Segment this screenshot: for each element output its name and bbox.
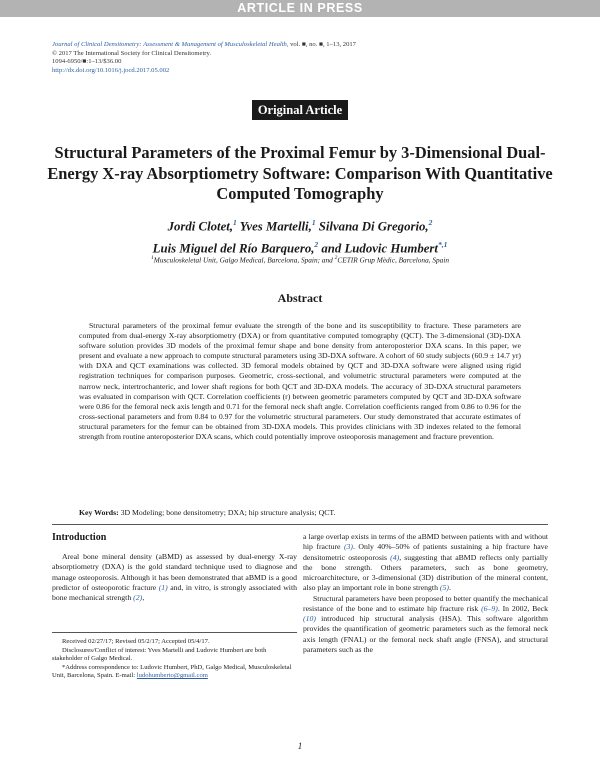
paragraph-text: . [448, 583, 451, 593]
paragraph-text: , suggesting that aBMD reflects only partially the bone strength. Others parameters, such as bone geometry, microarchitecture, or 3-dimensional (3D) distribution of the mineral content, also play an important role in bone strength [303, 552, 548, 593]
copyright-line: © 2017 The International Society for Clinical Densitometry. [52, 49, 212, 57]
author-affiliation-ref[interactable]: 2 [428, 218, 433, 227]
citation-link[interactable]: (2) [133, 593, 143, 602]
footnotes [52, 638, 297, 681]
paragraph-text: , [142, 593, 145, 602]
paragraph-text: . Only 40%–50% of patients sustaining a hip fracture have densitometric osteoporosis [303, 542, 548, 562]
keywords [79, 508, 521, 518]
journal-header [52, 41, 552, 75]
author-name: Silvana Di Gregorio, [315, 219, 429, 234]
affiliation-text: Musculoskeletal Unit, Galgo Medical, Barcelona, Spain; and [153, 255, 335, 265]
correspondence-note [52, 664, 297, 681]
journal-citation [52, 41, 552, 50]
article-type-badge: Original Article [252, 100, 348, 120]
journal-name-link[interactable]: Journal of Clinical Densitometry: Assessment & Management of Musculoskeletal Health, [52, 41, 289, 48]
paragraph-text: a large overlap exists in terms of the aBMD between patients with and without hip fracture [303, 532, 548, 552]
right-column [303, 532, 548, 655]
author-affiliation-ref[interactable]: *,1 [437, 239, 448, 249]
paragraph-text: and, in vitro, is strongly associated with bone mechanical strength [52, 582, 297, 602]
introduction-heading: Introduction [52, 532, 107, 543]
citation-link[interactable]: (4) [390, 552, 400, 562]
author-name: Jordi Clotet, [167, 219, 234, 234]
affiliation-marker: 2 [334, 255, 338, 261]
abstract-body: Structural parameters of the proximal femur evaluate the strength of the bone and its susceptibility to fracture. These parameters are computed from dual-energy X-ray absorptiometry (DXA) or from quantitative computed tomography (QCT). The 3-dimensional (3D)-DXA software solution provides 3D models of the proximal femur shape and bone density from anteroposterior DXA scans. In this paper, we present and evaluate a new approach to compute structural parameters using 3D-DXA software. A cohort of 60 study subjects (60.9 ± 14.7 yr) with DXA and QCT examinations was collected. 3D femoral models obtained by QCT and 3D-DXA software were aligned using rigid registration techniques for comparison purposes. Geometric, cross-sectional, and volumetric structural parameters were computed at the narrow neck, intertrochanteric, and lower shaft regions for both QCT and 3D-DXA models. The accuracy of 3D-DXA structural parameters was evaluated in comparison with QCT. Correlation coefficients (r) between geometric parameters computed by QCT and 3D-DXA software were 0.86 for the femoral neck axis length and 0.71 for the femoral neck shaft angle. Correlation coefficients ranged from 0.86 to 0.96 for the cross-sectional parameters and from 0.84 to 0.97 for the volumetric structural parameters. Our study demonstrated that accurate estimates of structural parameters for the femur can be obtained from 3D-DXA models. This provides clinicians with 3D indexes related to the femoral strength from routine anteroposterior DXA scans, which could potentially improve osteoporosis management and fracture prevention. [79, 321, 521, 442]
author-list [40, 214, 560, 258]
citation-link[interactable]: (5) [439, 583, 449, 593]
paragraph-text: . In 2002, Beck [497, 603, 548, 613]
author-name: Luis Miguel del Río Barquero, [152, 241, 315, 256]
paragraph-text: introduced hip structural analysis (HSA). This software algorithm provides the quantification of geometric parameters such as the femoral neck axis length (FNAL) or the femoral neck shaft angle (FNSA), and structural parameters such as the [303, 614, 548, 654]
abstract-heading: Abstract [277, 291, 323, 305]
article-in-press-banner: ARTICLE IN PRESS [0, 0, 600, 17]
left-column [52, 532, 297, 603]
citation-link[interactable]: (6–9) [481, 603, 498, 613]
disclosures-note: Disclosures/Conflict of interest: Yves Martelli and Ludovic Humbert are both stakeholder of Galgo Medical. [52, 646, 267, 663]
article-title: Structural Parameters of the Proximal Femur by 3-Dimensional Dual-Energy X-ray Absorptiometry Software: Comparison With Quantitative Computed Tomography [47, 143, 553, 203]
intro-paragraph [52, 552, 297, 603]
email-link[interactable]: ludohumberto@gmail.com [136, 672, 208, 680]
page-number: 1 [297, 741, 303, 751]
received-dates: Received 02/27/17; Revised 05/2/17; Accepted 05/4/17. [62, 638, 210, 645]
intro-paragraph [303, 594, 548, 656]
affiliations [40, 254, 560, 264]
paragraph-text: Structural parameters have been proposed to better quantify the mechanical resistance of the bone and to estimate hip fracture risk [303, 593, 548, 613]
citation-link[interactable]: (1) [158, 582, 168, 592]
volume-info: vol. ■, no. ■, 1–13, 2017 [288, 41, 356, 48]
issn-line: 1094-6950/■:1–13/$36.00 [52, 58, 122, 66]
author-affiliation-ref[interactable]: 1 [311, 218, 316, 227]
keywords-label: Key Words: [79, 508, 119, 517]
paragraph-text: Areal bone mineral density (aBMD) as assessed by dual-energy X-ray absorptiometry (DXA) is the gold standard technique used to diagnose and manage osteoporosis. Although it has been demonstrated that aBMD is a good predictor of osteoporotic fracture [52, 552, 297, 592]
correspondence-text: *Address correspondence to: Ludovic Humbert, PhD, Galgo Medical, Musculoskeletal Unit, Barcelona, Spain. E-mail: [52, 663, 292, 680]
affiliation-marker: 1 [150, 255, 154, 261]
footnote-divider [52, 632, 297, 633]
citation-link[interactable]: (3) [343, 542, 353, 552]
author-affiliation-ref[interactable]: 1 [233, 218, 237, 227]
intro-paragraph [303, 532, 548, 594]
author-name: Yves Martelli, [236, 219, 312, 234]
citation-link[interactable]: (10) [303, 614, 316, 623]
author-affiliation-ref[interactable]: 2 [314, 239, 319, 249]
section-divider [52, 524, 548, 525]
keywords-list: 3D Modeling; bone densitometry; DXA; hip structure analysis; QCT. [118, 508, 336, 517]
doi-link[interactable]: http://dx.doi.org/10.1016/j.jocd.2017.05.002 [52, 66, 170, 74]
author-name: and Ludovic Humbert [318, 241, 438, 256]
article-type-wrapper [0, 100, 600, 120]
affiliation-text: CETIR Grup Mèdic, Barcelona, Spain [337, 255, 449, 265]
